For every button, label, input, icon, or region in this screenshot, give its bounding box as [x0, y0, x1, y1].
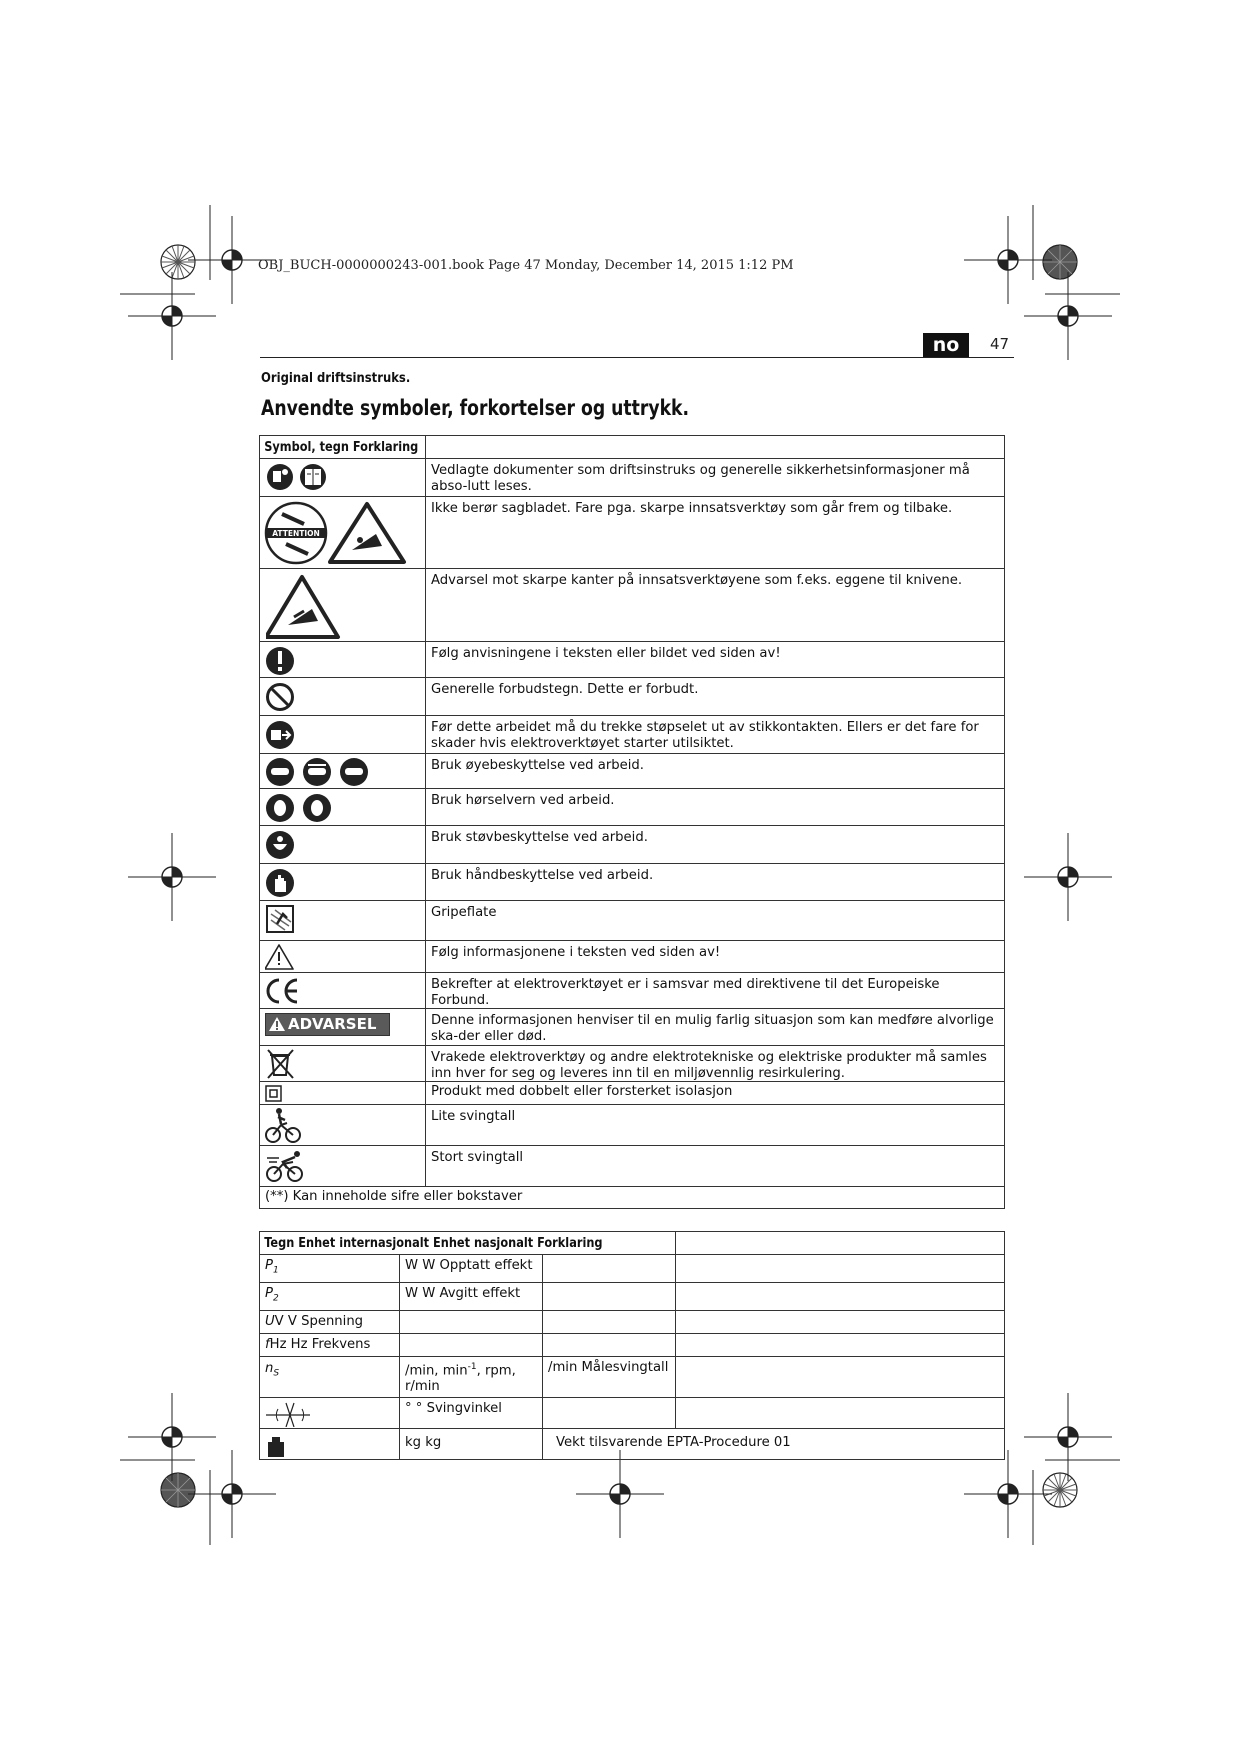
row-text: Gripeflate	[431, 905, 497, 920]
header-rule	[260, 357, 1014, 358]
table-row	[260, 1105, 1005, 1146]
sign-u-row	[260, 1311, 399, 1333]
unit-intl: kg kg	[405, 1435, 442, 1451]
table-row	[260, 1429, 1005, 1460]
double-insulation-icon	[265, 1084, 285, 1104]
table-row	[260, 941, 1005, 973]
page-title: Anvendte symboler, forkortelser og uttrykk.	[261, 396, 690, 420]
advarsel-label-icon	[265, 1013, 390, 1036]
row-text: Stort svingtall	[431, 1150, 524, 1166]
inline-text: Hz Hz Frekvens	[269, 1337, 371, 1353]
unit-national: Vekt tilsvarende EPTA-Procedure 01	[556, 1435, 791, 1451]
table-row	[260, 642, 1005, 678]
row-text: Bruk øyebeskyttelse ved arbeid.	[431, 758, 644, 773]
grip-surface-icon	[265, 904, 299, 938]
unit-intl: W W Opptatt effekt	[405, 1258, 533, 1273]
row-text: Advarsel mot skarpe kanter på innsatsverktøyene som f.eks. eggene til knivene.	[431, 573, 963, 588]
table-row	[260, 1398, 1005, 1429]
table-row	[260, 1356, 1005, 1398]
table-row	[260, 973, 1005, 1009]
table-row	[260, 1187, 1005, 1209]
table-row	[260, 754, 1005, 789]
row-text: Følg informasjonene i teksten ved siden av!	[431, 945, 721, 960]
row-text: Bruk hørselvern ved arbeid.	[431, 793, 615, 808]
warning-triangle-icon	[269, 1016, 287, 1032]
table-row	[260, 569, 1005, 642]
table-row	[260, 826, 1005, 864]
table-row	[260, 459, 1005, 497]
unit-table-header: Tegn Enhet internasjonalt Enhet nasjonalt Forklaring	[264, 1235, 603, 1251]
row-text: Ikke berør sagbladet. Fare pga. skarpe innsatsverktøy som går frem og tilbake.	[431, 501, 953, 516]
weight-icon	[265, 1434, 289, 1458]
table-row	[260, 789, 1005, 826]
row-text: Generelle forbudstegn. Dette er forbudt.	[431, 682, 699, 697]
table-row	[260, 1283, 1005, 1311]
table-row	[260, 1046, 1005, 1082]
row-text: Bruk håndbeskyttelse ved arbeid.	[431, 868, 654, 883]
table-row	[260, 1255, 1005, 1283]
read-manual-icon	[265, 461, 345, 495]
doc-subtitle: Original driftsinstruks.	[261, 370, 411, 386]
unit-intl: W W Avgitt effekt	[405, 1286, 521, 1302]
exclamation-icon	[265, 644, 299, 678]
footnote: (**) Kan inneholde sifre eller bokstaver	[265, 1189, 523, 1205]
angle-icon	[264, 1399, 314, 1427]
sign: f	[265, 1337, 270, 1353]
table-row	[260, 1334, 1005, 1357]
weee-bin-icon	[265, 1047, 299, 1081]
row-text: Vedlagte dokumenter som driftsinstruks og generelle sikkerhetsinformasjoner må abso-lutt leses.	[431, 463, 970, 494]
row-text: Lite svingtall	[431, 1109, 516, 1125]
table-row	[260, 1311, 1005, 1334]
row-text: Bekrefter at elektroverktøyet er i samsvar med direktivene til det Europeiske Forbund.	[431, 977, 940, 1008]
symbol-table	[259, 435, 1005, 1209]
unit-table	[259, 1231, 1005, 1460]
sign-p1: $P_1$	[265, 1258, 279, 1276]
unit-national: /min Målesvingtall	[548, 1359, 669, 1375]
language-badge: no	[923, 333, 969, 357]
hearing-protection-icon	[265, 791, 337, 825]
unit-intl: /min, $\min^{-1}$, rpm, r/min	[405, 1361, 516, 1394]
table-row	[260, 1146, 1005, 1187]
table-row	[260, 864, 1005, 901]
sign-p2: $P_2$	[265, 1286, 279, 1304]
dust-protection-icon	[265, 828, 299, 862]
table-row	[260, 716, 1005, 754]
book-info: OBJ_BUCH-0000000243-001.book Page 47 Monday, December 14, 2015 1:12 PM	[258, 258, 794, 273]
unplug-icon	[265, 718, 299, 752]
row-text: Før dette arbeidet må du trekke støpselet ut av stikkontakten. Ellers er det fare for skader hvis elektroverktøyet starter utilsiktet.	[431, 720, 979, 751]
table-row	[260, 497, 1005, 569]
inline-text: V V Spenning	[274, 1314, 364, 1330]
table-row	[260, 1009, 1005, 1046]
blade-warning-icon	[264, 500, 414, 566]
row-text: Følg anvisningene i teksten eller bildet ved siden av!	[431, 646, 781, 661]
sharp-edge-warning-icon	[266, 573, 346, 639]
advarsel-label: ADVARSEL	[288, 1015, 377, 1034]
table-row	[260, 901, 1005, 941]
ce-mark-icon	[265, 976, 305, 1006]
fast-speed-icon	[265, 1148, 309, 1184]
hand-protection-icon	[265, 866, 299, 900]
page-number: 47	[990, 335, 1010, 353]
row-text: Vrakede elektroverktøy og andre elektrotekniske og elektriske produkter må samles inn hver for seg og leveres inn til en miljøvennlig resirkulering.	[431, 1050, 987, 1081]
table-row	[260, 1082, 1005, 1105]
row-text: Produkt med dobbelt eller forsterket isolasjon	[431, 1084, 733, 1100]
table-row	[260, 678, 1005, 716]
unit-intl: ° ° Svingvinkel	[405, 1401, 502, 1417]
sign-ns: $n_S$	[265, 1360, 280, 1379]
sign: U	[265, 1314, 275, 1330]
row-text: Bruk støvbeskyttelse ved arbeid.	[431, 830, 648, 845]
warning-triangle-icon	[265, 943, 299, 973]
svg-text:ATTENTION: ATTENTION	[272, 529, 320, 538]
slow-speed-icon	[265, 1106, 305, 1144]
sign-f-row	[260, 1334, 399, 1356]
eye-protection-icon	[265, 755, 375, 789]
symbol-table-header: Symbol, tegn Forklaring	[264, 439, 419, 455]
row-text: Denne informasjonen henviser til en mulig farlig situasjon som kan medføre alvorlige ska-der eller død.	[431, 1013, 994, 1044]
prohibition-icon	[265, 680, 299, 714]
